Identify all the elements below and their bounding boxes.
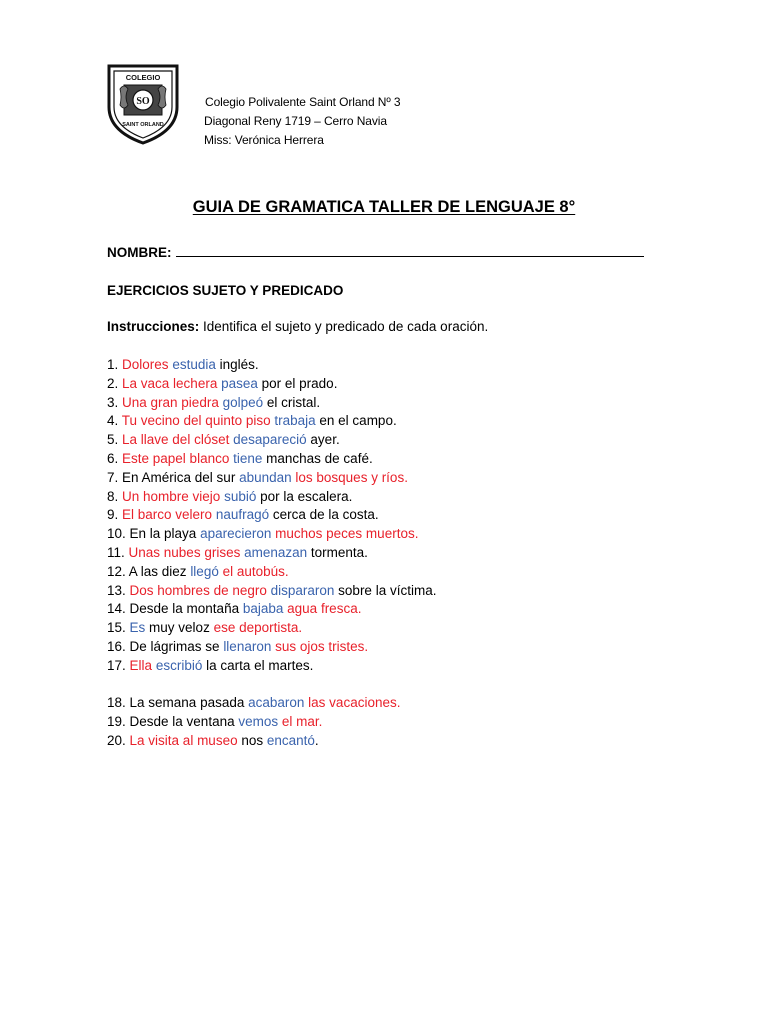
school-name: Colegio Polivalente Saint Orland Nº 3 <box>205 95 401 109</box>
sentence-text: sobre la víctima. <box>334 582 437 598</box>
exercise-item <box>107 412 436 431</box>
exercise-item <box>107 600 436 619</box>
nombre-blank-line[interactable] <box>176 244 644 257</box>
sentence-text: 17. <box>107 657 130 673</box>
sentence-text: 16. De lágrimas se <box>107 638 224 654</box>
verb-phrase: escribió <box>155 657 203 673</box>
verb-phrase: vemos <box>238 713 279 729</box>
sentence-text: 8. <box>107 488 123 504</box>
sentence-text: la carta el martes. <box>202 657 314 673</box>
verb-phrase: estudia <box>172 357 216 372</box>
subject-phrase: ese deportista. <box>213 620 303 636</box>
exercise-item <box>107 356 436 375</box>
nombre-label: NOMBRE: <box>107 245 172 260</box>
exercise-item <box>107 657 436 676</box>
exercise-item <box>107 563 436 582</box>
exercise-item <box>107 488 436 507</box>
sentence-text: 2. <box>107 375 123 391</box>
subject-phrase: muchos peces muertos. <box>275 526 419 542</box>
verb-phrase: llegó <box>190 563 219 579</box>
subject-phrase: el mar. <box>281 713 323 729</box>
exercise-item <box>107 431 436 450</box>
school-logo <box>106 63 180 145</box>
school-info <box>204 93 400 150</box>
sentence-text: el cristal. <box>263 394 321 410</box>
instructions <box>107 319 488 334</box>
subject-phrase: Dolores <box>122 357 169 372</box>
sentence-text: 13. <box>107 582 130 598</box>
verb-phrase: pasea <box>221 375 258 391</box>
subject-phrase: agua fresca. <box>287 601 362 617</box>
subject-phrase: Unas nubes grises <box>128 544 241 560</box>
sentence-text: manchas de café. <box>262 450 373 466</box>
instructions-text: Identifica el sujeto y predicado de cada oración. <box>199 319 489 334</box>
sentence-text: 3. <box>107 394 123 410</box>
sentence-text: 1. <box>107 357 123 372</box>
subject-phrase: Este papel blanco <box>122 450 230 466</box>
exercise-item <box>107 582 436 601</box>
verb-phrase: encantó <box>266 732 315 748</box>
verb-phrase: tiene <box>233 450 263 466</box>
exercise-item <box>107 619 436 638</box>
sentence-text: inglés. <box>215 357 259 372</box>
sentence-text: 20. <box>107 732 130 748</box>
nombre-field <box>107 244 644 260</box>
sentence-text: ayer. <box>306 432 340 448</box>
verb-phrase: desapareció <box>233 432 307 448</box>
subject-phrase: Ella <box>129 657 153 673</box>
instructions-label: Instrucciones: <box>107 319 200 334</box>
verb-phrase: golpeó <box>222 394 264 410</box>
subject-phrase: los bosques y ríos. <box>295 469 408 485</box>
sentence-text: 7. En América del sur <box>107 469 240 485</box>
subject-phrase: Dos hombres de negro <box>129 582 267 598</box>
sentence-text: en el campo. <box>315 413 397 429</box>
sentence-text: 11. <box>107 544 129 560</box>
sentence-text: 12. A las diez <box>107 563 191 579</box>
verb-phrase: dispararon <box>270 582 335 598</box>
subject-phrase: La visita al museo <box>129 732 238 748</box>
exercise-item <box>107 375 436 394</box>
verb-phrase: trabaja <box>274 413 316 429</box>
worksheet-title <box>0 198 768 217</box>
verb-phrase: bajaba <box>242 601 284 617</box>
exercise-item <box>107 506 436 525</box>
verb-phrase: Es <box>129 620 146 636</box>
section-title: EJERCICIOS SUJETO Y PREDICADO <box>107 283 344 298</box>
sentence-text: por la escalera. <box>256 488 353 504</box>
verb-phrase: abundan <box>239 469 292 485</box>
verb-phrase: subió <box>224 488 257 504</box>
sentence-text: . <box>314 732 319 748</box>
exercise-item <box>107 450 436 469</box>
sentence-text: 10. En la playa <box>107 526 201 542</box>
logo-text-bottom: SAINT ORLAND <box>122 122 164 128</box>
sentence-text: nos <box>237 732 267 748</box>
sentence-text: 4. <box>107 413 122 429</box>
sentence-text: muy veloz <box>145 620 214 636</box>
teacher-name: Miss: Verónica Herrera <box>204 133 324 147</box>
logo-monogram: SO <box>136 96 150 107</box>
verb-phrase: llenaron <box>223 638 272 654</box>
school-address: Diagonal Reny 1719 – Cerro Navia <box>204 114 387 128</box>
subject-phrase: las vacaciones. <box>308 695 401 711</box>
sentence-text: por el prado. <box>257 375 338 391</box>
subject-phrase: Una gran piedra <box>122 394 219 410</box>
subject-phrase: El barco velero <box>122 507 213 523</box>
exercise-item <box>107 394 436 413</box>
sentence-text: 6. <box>107 450 123 466</box>
verb-phrase: naufragó <box>215 507 270 523</box>
sentence-text: 9. <box>107 507 123 523</box>
exercise-item <box>107 525 436 544</box>
subject-phrase: sus ojos tristes. <box>275 638 369 654</box>
verb-phrase: acabaron <box>248 695 305 711</box>
subject-phrase: el autobús. <box>222 563 289 579</box>
verb-phrase: aparecieron <box>200 526 272 542</box>
sentence-text: 19. Desde la ventana <box>107 713 239 729</box>
verb-phrase: amenazan <box>244 544 308 560</box>
sentence-text: 18. La semana pasada <box>107 695 249 711</box>
subject-phrase: Un hombre viejo <box>122 488 221 504</box>
exercise-item <box>107 469 436 488</box>
exercise-item <box>107 694 436 713</box>
sentence-text: 5. <box>107 432 123 448</box>
sentence-text: 14. Desde la montaña <box>107 601 243 617</box>
subject-phrase: Tu vecino del quinto piso <box>121 413 271 429</box>
sentence-text: 15. <box>107 620 130 636</box>
exercise-item <box>107 544 436 563</box>
logo-text-top: COLEGIO <box>125 73 161 82</box>
subject-phrase: La llave del clóset <box>122 432 230 448</box>
exercise-list <box>107 356 436 751</box>
exercise-item <box>107 713 436 732</box>
subject-phrase: La vaca lechera <box>122 375 218 391</box>
worksheet-title-text: GUIA DE GRAMATICA TALLER DE LENGUAJE 8° <box>192 198 576 216</box>
sentence-text: cerca de la costa. <box>269 507 379 523</box>
exercise-item <box>107 638 436 657</box>
sentence-text: tormenta. <box>307 544 368 560</box>
exercise-item <box>107 732 436 751</box>
